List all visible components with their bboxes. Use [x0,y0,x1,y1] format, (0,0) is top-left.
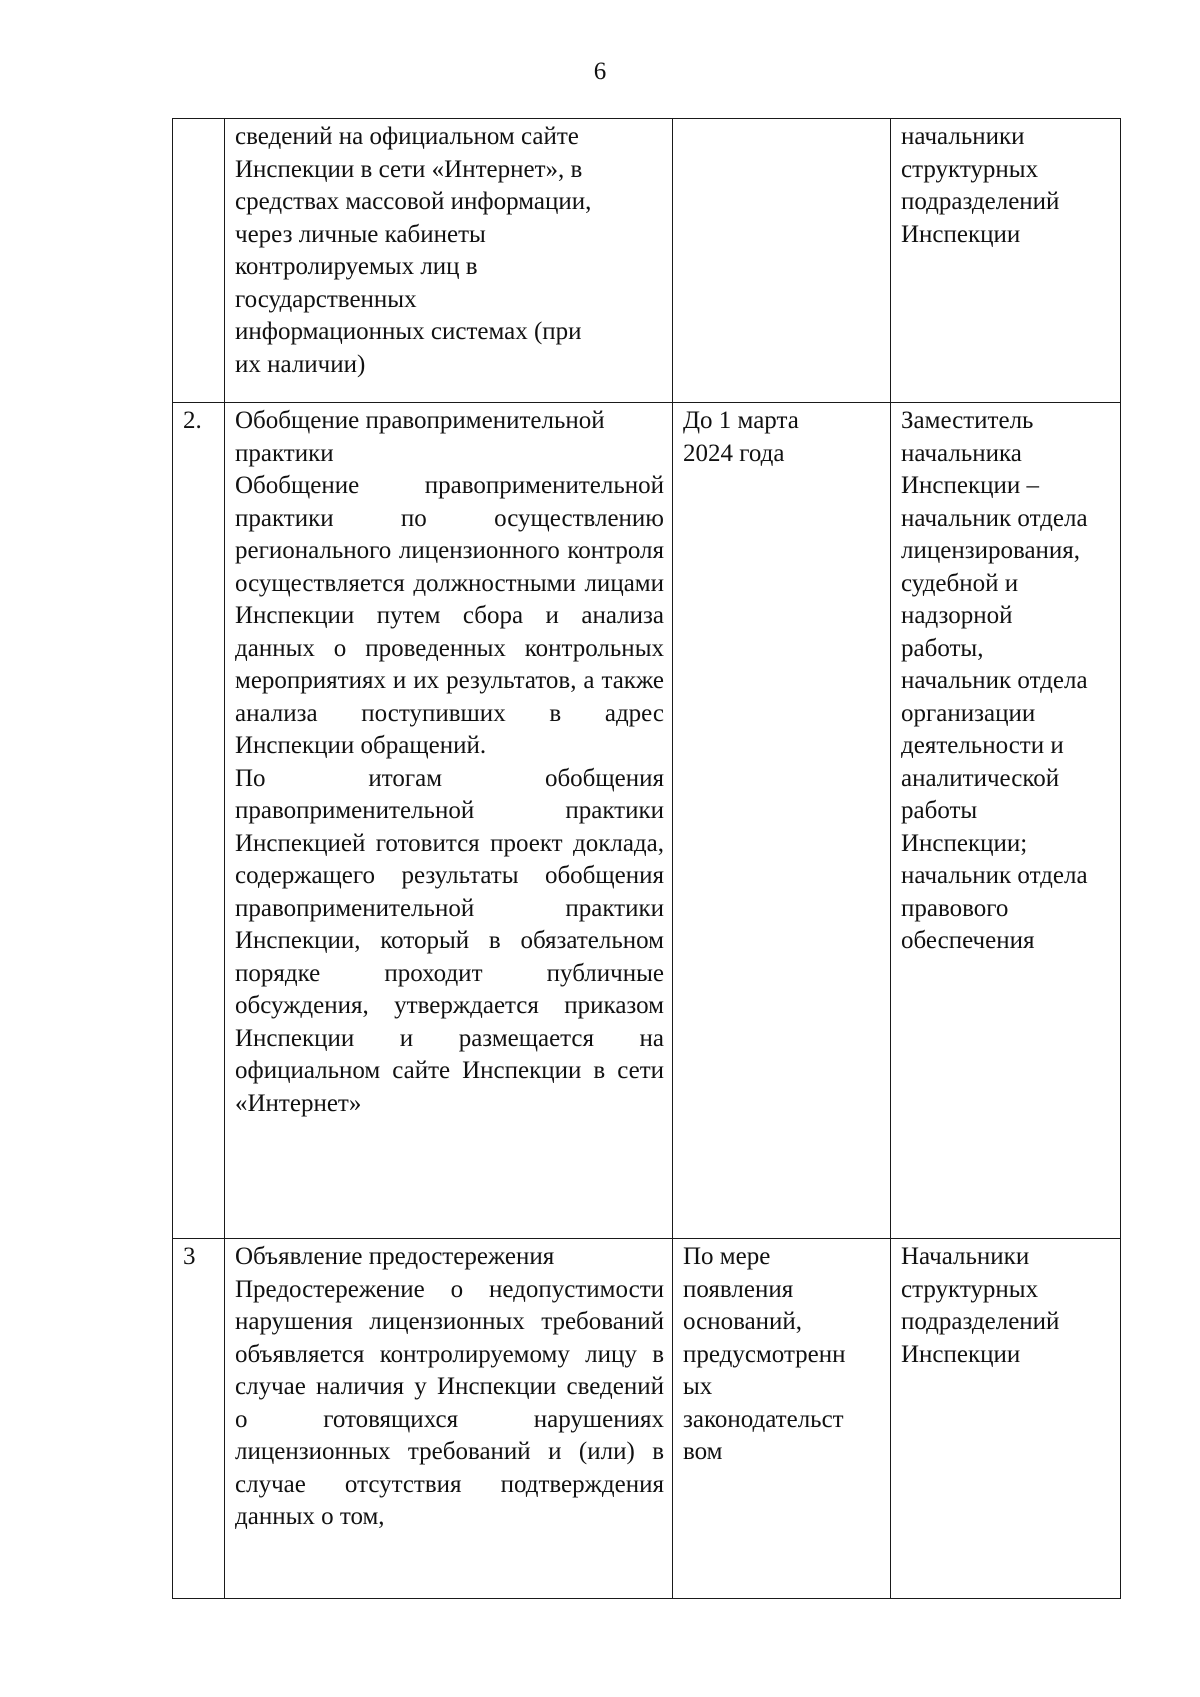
description-cell [225,1239,673,1599]
row-number-cell [173,119,225,403]
table-row [173,403,1121,1239]
row-number-cell [173,1239,225,1599]
description-line: их наличии) [235,350,366,378]
row-number: 2. [183,407,202,434]
description-line: сведений на официальном сайте [235,123,579,150]
responsible-text: Начальники структурных подразделений Инспекции [901,1243,1060,1368]
page-number: 6 [593,58,607,85]
term-cell [673,119,891,403]
description-line: Инспекции в сети «Интернет», в [235,155,583,183]
description-line: информационных системах (при [235,318,582,345]
measure-title: Обобщение правоприменительной практики [235,407,605,467]
plan-table [172,118,1121,1599]
table-row [173,119,1121,403]
description-line: контролируемых лиц в [235,253,478,280]
term-text: По мере появления оснований, предусмотренн ых законодательст вом [683,1243,846,1465]
term-text: До 1 марта 2024 года [683,407,799,467]
description-paragraph: По итогам обобщения правоприменительной практики Инспекцией готовится проект доклада, содержащего результаты обобщения правоприменительной практики Инспекции, который в обязательном порядке проходит публичные обсуждения, утверждается приказом Инспекции и размещается на официальном сайте Инспекции в сети «Интернет» [235,764,664,1117]
description-line: государственных [235,285,417,313]
description-paragraph: Предостережение о недопустимости нарушения лицензионных требований объявляется контролируемому лицу в случае наличия у Инспекции сведений о готовящихся нарушениях лицензионных требований и (или) в случае отсутствия подтверждения данных о том, [235,1275,664,1530]
responsible-cell [891,1239,1121,1599]
description-cell [225,403,673,1239]
description-cell [225,119,673,403]
responsible-cell [891,119,1121,403]
term-cell [673,1239,891,1599]
responsible-text: начальники структурных подразделений Инспекции [901,123,1060,248]
table-row [173,1239,1121,1599]
description-line: через личные кабинеты [235,220,486,248]
description-paragraph: Обобщение правоприменительной практики по осуществлению регионального лицензионного контроля осуществляется должностными лицами Инспекции путем сбора и анализа данных о проведенных контрольных мероприятиях и их результатов, а также анализа поступивших в адрес Инспекции обращений. [235,472,664,759]
responsible-cell [891,403,1121,1239]
description-line: средствах массовой информации, [235,188,592,215]
row-number-cell [173,403,225,1239]
term-cell [673,403,891,1239]
row-number: 3 [183,1243,196,1270]
measure-title: Объявление предостережения [235,1243,555,1270]
responsible-text: Заместитель начальника Инспекции – начальник отдела лицензирования, судебной и надзорной работы, начальник отдела организации деятельности и аналитической работы Инспекции; начальник отдела правового обеспечения [901,407,1088,954]
